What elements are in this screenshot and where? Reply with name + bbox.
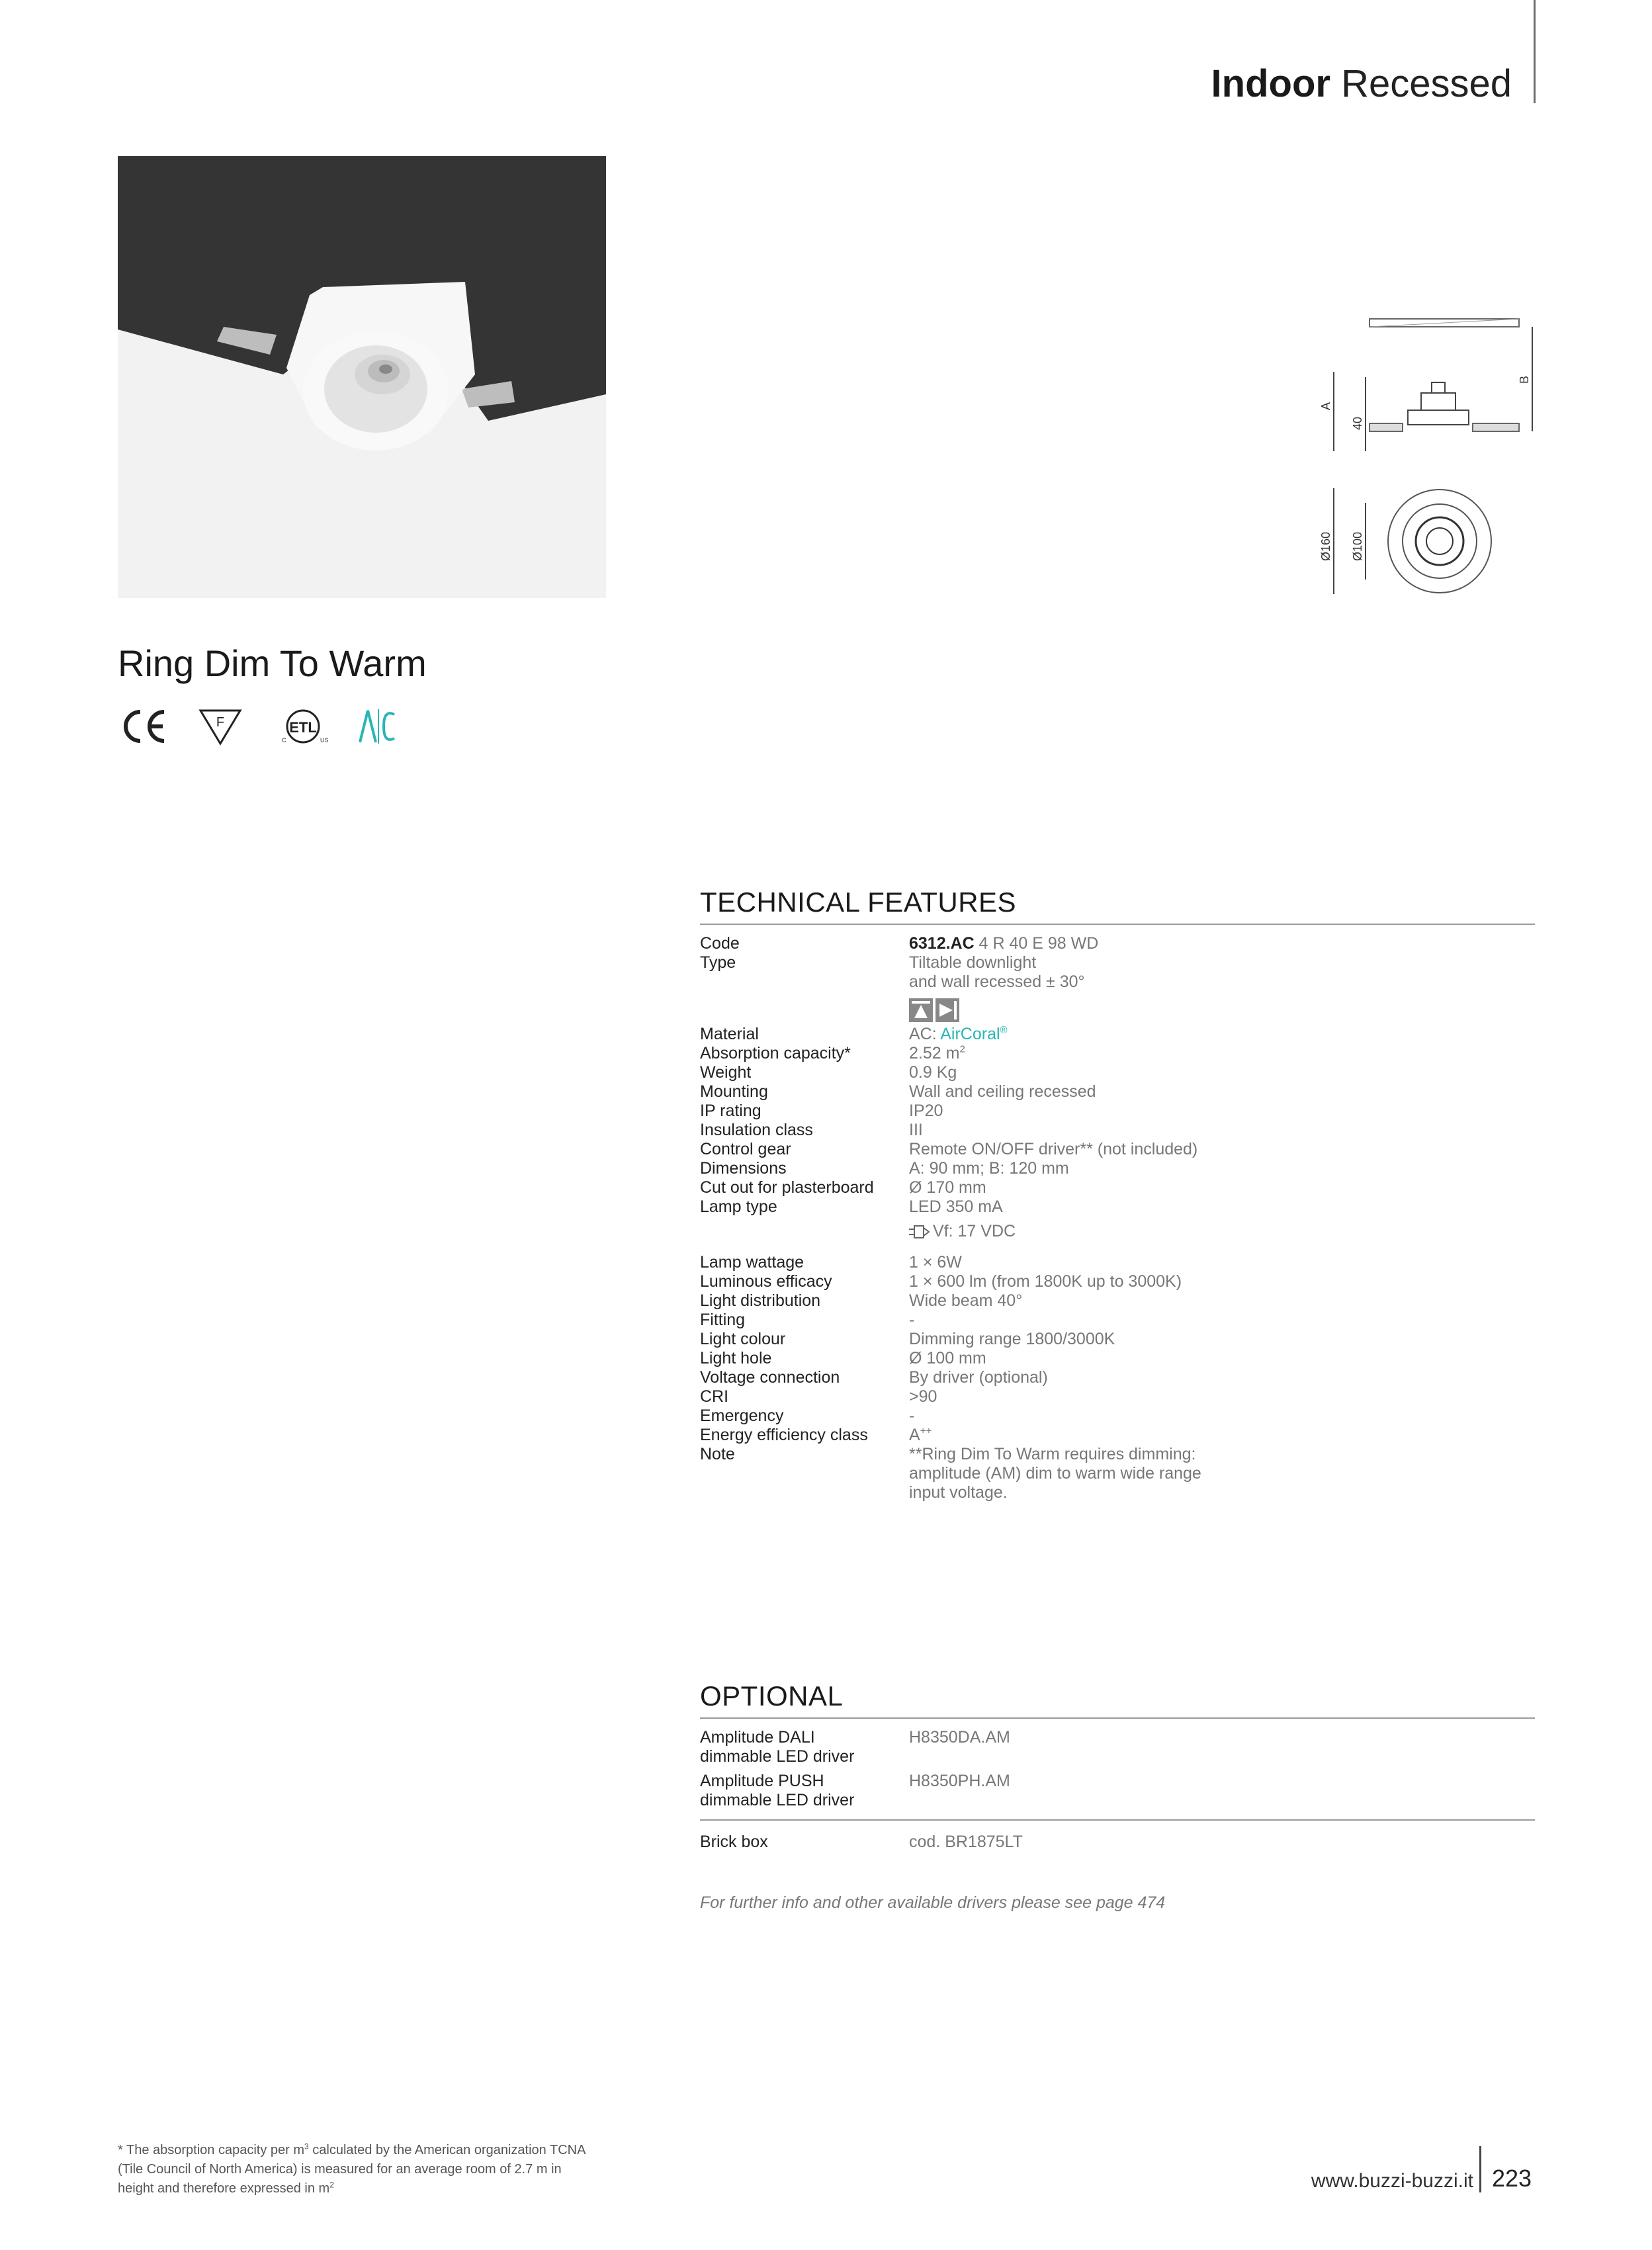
spec-row-wattage (700, 1253, 1535, 1272)
optional-label: Amplitude PUSH (700, 1772, 824, 1790)
spec-value: - (909, 1311, 915, 1329)
footnote-text: calculated by the American organization TCNA (308, 2143, 586, 2157)
spec-value: Dimming range 1800/3000K (909, 1330, 1115, 1348)
spec-label: Lamp wattage (700, 1253, 804, 1272)
page-category (1211, 62, 1512, 105)
brick-box-rule (700, 1819, 1535, 1821)
ce-mark-icon (118, 707, 168, 746)
registered-mark: ® (1000, 1024, 1008, 1036)
brick-box-table (700, 1833, 1535, 1857)
spec-row-insulation (700, 1121, 1535, 1140)
dim-160-label: Ø160 (1319, 531, 1332, 561)
technical-features-table (700, 934, 1535, 1502)
spec-label: Energy efficiency class (700, 1426, 868, 1444)
dim-b-label: B (1518, 375, 1531, 384)
optional-table (700, 1728, 1535, 1815)
f-mark-icon (198, 707, 242, 746)
spec-value: AC: (909, 1025, 941, 1043)
spec-value: 1 × 600 lm (from 1800K up to 3000K) (909, 1272, 1182, 1291)
footnote-text: height and therefore expressed in m (118, 2181, 330, 2196)
spec-value: 2.52 m (909, 1044, 960, 1062)
spec-value: By driver (optional) (909, 1368, 1048, 1387)
spec-label: IP rating (700, 1102, 761, 1120)
footnote-sup: 3 (304, 2142, 309, 2151)
technical-drawings (1310, 311, 1548, 609)
optional-row (700, 1728, 1535, 1766)
spec-label: Weight (700, 1063, 752, 1082)
svg-text:ETL: ETL (289, 719, 317, 736)
spec-row-mounting (700, 1082, 1535, 1102)
code-suffix: 4 R 40 E 98 WD (974, 934, 1099, 953)
etl-mark-icon (277, 707, 329, 749)
product-photo (118, 156, 606, 598)
spec-value: Wide beam 40° (909, 1291, 1023, 1310)
spec-row-note (700, 1445, 1535, 1502)
superscript: ++ (920, 1425, 932, 1437)
spec-row-lamp-type (700, 1197, 1535, 1253)
brick-box-value: cod. BR1875LT (909, 1833, 1023, 1851)
absorption-footnote (118, 2141, 594, 2198)
spec-row-cri (700, 1387, 1535, 1406)
spec-label: Cut out for plasterboard (700, 1178, 874, 1197)
dim-a-label: A (1319, 402, 1332, 410)
spec-value: - (909, 1406, 915, 1425)
product-code: 6312.AC (909, 934, 975, 953)
spec-row-control-gear (700, 1140, 1535, 1159)
spec-value: Wall and ceiling recessed (909, 1082, 1096, 1101)
optional-value: H8350PH.AM (909, 1772, 1010, 1790)
spec-row-energy-class (700, 1426, 1535, 1445)
footnote-text: * The absorption capacity per m (118, 2143, 305, 2157)
optional-rule (700, 1717, 1535, 1719)
optional-label: dimmable LED driver (700, 1747, 855, 1766)
brick-box-label: Brick box (700, 1833, 768, 1851)
aircoral-text: AirCoral (940, 1025, 1000, 1043)
ceiling-mount-icon (909, 998, 933, 1022)
technical-features-rule (700, 924, 1535, 925)
led-driver-icon (909, 1224, 930, 1240)
mounting-icons (909, 998, 1535, 1022)
further-info-note: For further info and other available drivers please see page 474 (700, 1893, 1166, 1912)
spec-label: Emergency (700, 1406, 784, 1425)
spec-label: Absorption capacity* (700, 1044, 851, 1062)
spec-value: and wall recessed ± 30° (909, 973, 1085, 991)
spec-label: Light hole (700, 1349, 772, 1367)
superscript: 2 (959, 1043, 965, 1055)
footnote-text: (Tile Council of North America) is measured for an average room of 2.7 m in (118, 2162, 562, 2177)
spec-label: Control gear (700, 1140, 791, 1158)
spec-row-emergency (700, 1406, 1535, 1426)
optional-label: Amplitude DALI (700, 1728, 815, 1747)
spec-label: Luminous efficacy (700, 1272, 832, 1291)
spec-label: Mounting (700, 1082, 768, 1101)
page-number: 223 (1492, 2165, 1532, 2192)
spec-value: A: 90 mm; B: 120 mm (909, 1159, 1069, 1178)
category-light: Recessed (1341, 62, 1512, 105)
spec-label: Voltage connection (700, 1368, 840, 1387)
spec-row-voltage (700, 1368, 1535, 1387)
dim-100-label: Ø100 (1351, 531, 1364, 561)
spec-label: Dimensions (700, 1159, 787, 1178)
spec-label: Lamp type (700, 1197, 777, 1216)
spec-value: Remote ON/OFF driver** (not included) (909, 1140, 1198, 1158)
optional-row (700, 1772, 1535, 1810)
page-number-divider (1479, 2146, 1481, 2192)
spec-row-light-hole (700, 1349, 1535, 1368)
spec-row-absorption (700, 1044, 1535, 1063)
technical-features-title: TECHNICAL FEATURES (700, 887, 1017, 918)
spec-value: Ø 100 mm (909, 1349, 986, 1367)
spec-value: A (909, 1426, 920, 1444)
svg-text:F: F (216, 715, 225, 730)
brick-box-row (700, 1833, 1535, 1852)
aircoral-mark-icon (357, 707, 397, 746)
spec-label: Light colour (700, 1330, 786, 1348)
dim-40-label: 40 (1351, 416, 1364, 430)
certification-marks (118, 707, 409, 749)
spec-value: Ø 170 mm (909, 1178, 986, 1197)
spec-label: CRI (700, 1387, 729, 1406)
spec-row-fitting (700, 1311, 1535, 1330)
spec-value: III (909, 1121, 923, 1139)
spec-value: 0.9 Kg (909, 1063, 957, 1082)
spec-row-ip-rating (700, 1102, 1535, 1121)
spec-value: Vf: 17 VDC (933, 1222, 1016, 1240)
website-link[interactable]: www.buzzi-buzzi.it (1311, 2170, 1473, 2192)
spec-value: >90 (909, 1387, 937, 1406)
spec-label: Fitting (700, 1311, 746, 1329)
optional-title: OPTIONAL (700, 1680, 844, 1711)
note-line: **Ring Dim To Warm requires dimming: (909, 1445, 1196, 1463)
spec-row-cutout (700, 1178, 1535, 1197)
spec-row-weight (700, 1063, 1535, 1082)
spec-value: 1 × 6W (909, 1253, 962, 1272)
spec-value: Tiltable downlight (909, 953, 1037, 972)
svg-text:US: US (320, 737, 329, 744)
spec-label: Material (700, 1025, 759, 1043)
spec-label: Code (700, 934, 740, 953)
spec-row-distribution (700, 1291, 1535, 1311)
spec-label: Light distribution (700, 1291, 821, 1310)
optional-label: dimmable LED driver (700, 1791, 855, 1809)
spec-row-light-colour (700, 1330, 1535, 1349)
category-bold: Indoor (1211, 62, 1330, 105)
product-title: Ring Dim To Warm (118, 642, 427, 684)
wall-mount-icon (935, 998, 959, 1022)
optional-value: H8350DA.AM (909, 1728, 1010, 1747)
spec-label: Type (700, 953, 736, 972)
svg-text:C: C (282, 737, 286, 744)
spec-label: Insulation class (700, 1121, 813, 1139)
note-line: amplitude (AM) dim to warm wide range (909, 1464, 1201, 1483)
spec-label: Note (700, 1445, 735, 1463)
spec-value: IP20 (909, 1102, 943, 1120)
footnote-sup: 2 (329, 2180, 334, 2190)
header-divider-line (1534, 0, 1536, 103)
spec-value: LED 350 mA (909, 1197, 1003, 1216)
spec-row-code (700, 934, 1535, 953)
spec-row-type (700, 953, 1535, 1025)
note-line: input voltage. (909, 1483, 1008, 1502)
spec-row-dimensions (700, 1159, 1535, 1178)
spec-row-material (700, 1025, 1535, 1044)
spec-row-efficacy (700, 1272, 1535, 1291)
